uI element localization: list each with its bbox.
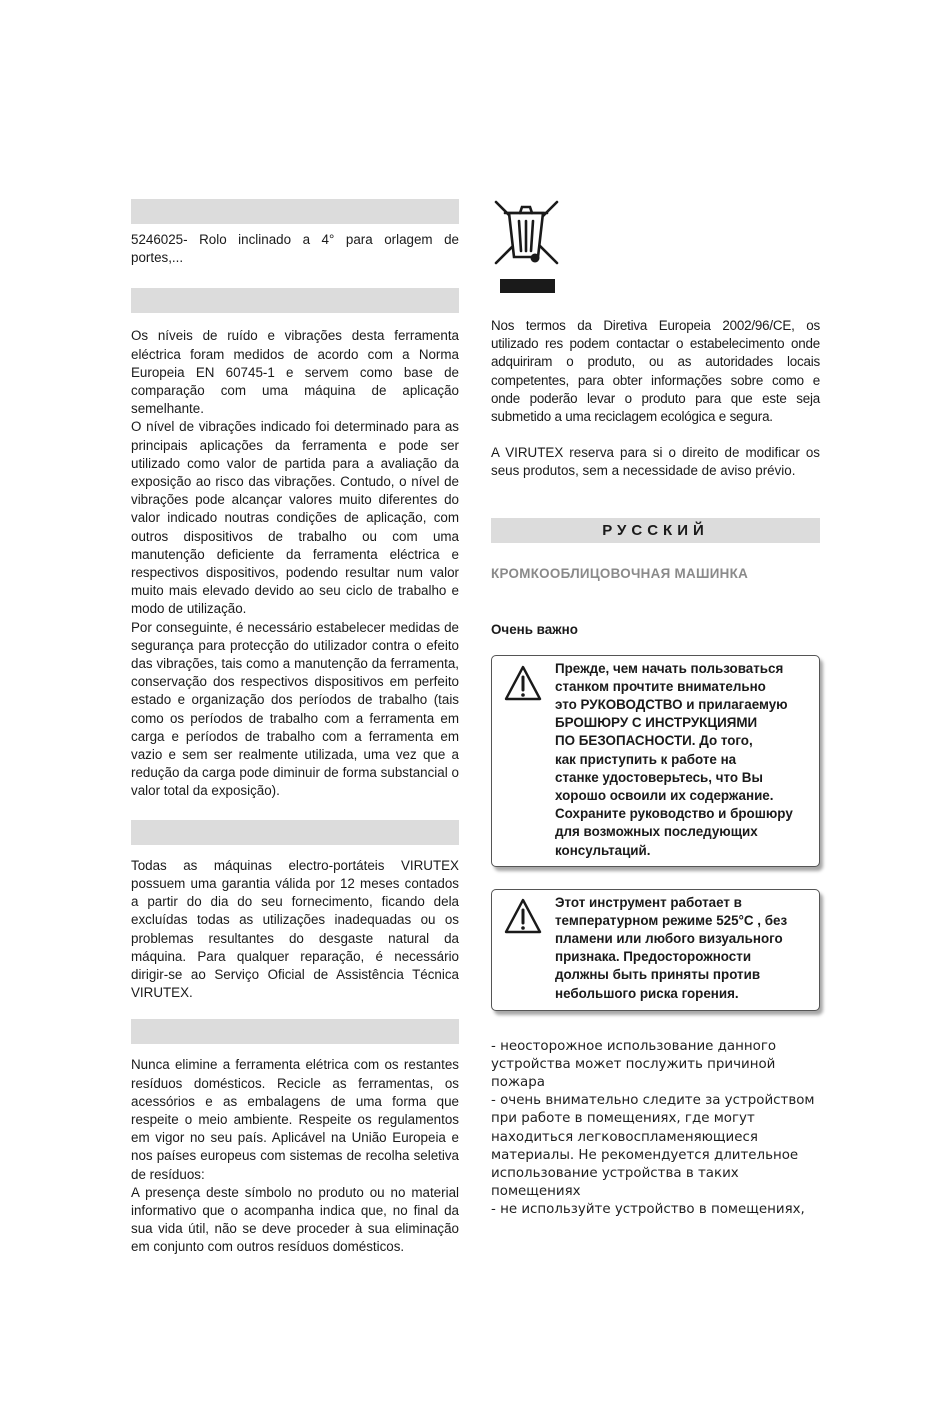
warning-box-instructions xyxy=(491,655,820,867)
warning-1-line: это РУКОВОДСТВО и прилагаемую xyxy=(555,697,788,713)
safety-line: - неосторожное использование данного xyxy=(491,1038,777,1054)
warning-2-line: небольшого риска горения. xyxy=(555,985,739,1001)
safety-line: при работе в помещениях, где могут xyxy=(491,1111,755,1127)
warning-1-line: станке удостоверьтесь, что Вы xyxy=(555,769,763,785)
crossed-out-wheelie-bin-icon xyxy=(491,199,561,295)
safety-line: - не используйте устройство в помещениях, xyxy=(491,1202,805,1218)
warning-2-line: температурном режиме 525°C , без xyxy=(555,912,788,928)
noise-paragraph-3: Por conseguinte, é necessário estabelecer medidas de segurança para protecção do utilizador contra o efeito das vibrações, tais como a manutenção da ferramenta, conservação dos respectivos dispositivos em perfeito estado e organização dos períodos de trabalho (tais como os períodos de trabalho com a ferramenta em carga e períodos de trabalho com a ferramenta em vazio e sem ser realmente utilizada, uma vez que a redução da carga pode diminuir de forma substancial o valor total da exposição). xyxy=(131,619,459,799)
warranty-section-bar xyxy=(131,820,459,845)
machine-title: КРОМКООБЛИЦОВОЧНАЯ МАШИНКА xyxy=(491,565,749,581)
warning-1-line: хорошо освоили их содержание. xyxy=(555,788,774,804)
noise-paragraph-1: Os níveis de ruído e vibrações desta ferramenta eléctrica foram medidos de acordo com a Norma Europeia EN 60745-1 e servem como base de comparação com uma máquina de aplicação semelhante. xyxy=(131,328,459,417)
safety-line: помещениях xyxy=(491,1184,581,1200)
safety-instructions xyxy=(491,1038,820,1220)
warning-2-line: пламени или любого визуального xyxy=(555,931,783,947)
warning-triangle-icon xyxy=(504,665,542,701)
safety-line: материалы. Не рекомендуется длительное xyxy=(491,1147,799,1163)
safety-line: устройства может послужить причиной xyxy=(491,1056,776,1072)
reserve-text: A VIRUTEX reserva para si o direito de modificar os seus produtos, sem a necessidade de aviso prévio. xyxy=(491,445,820,479)
language-section-bar xyxy=(491,518,820,543)
warning-1-line: для возможных последующих xyxy=(555,824,758,840)
safety-line: - очень внимательно следите за устройством xyxy=(491,1093,815,1109)
language-title: РУССКИЙ xyxy=(602,521,709,539)
important-heading: Очень важно xyxy=(491,621,578,637)
safety-line: находиться легковоспламеняющиеся xyxy=(491,1129,758,1145)
warning-1-line: БРОШЮРУ С ИНСТРУКЦИЯМИ xyxy=(555,715,758,731)
noise-paragraph-2: O nível de vibrações indicado foi determinado para as principais aplicações da ferramenta e pode ser utilizado como valor de partida para a avaliação da exposição ao risco das vibrações. Contudo, o nível de vibrações pode alcançar valores muito diferentes do valor indicado noutras condições de aplicação, com outros dispositivos de trabalho ou com uma manutenção deficiente da ferramenta eléctrica e respectivos dispositivos, podendo resultar num valor muito mais elevado devido ao seu ciclo de trabalho e modo de utilização. xyxy=(131,419,459,617)
warning-2-text xyxy=(555,894,787,1003)
right-column xyxy=(491,199,820,1220)
accessories-text: 5246025- Rolo inclinado a 4° para orlagem de portes,... xyxy=(131,232,459,266)
warning-triangle-icon xyxy=(504,898,542,934)
warning-1-line: станком прочтите внимательно xyxy=(555,678,766,694)
accessories-section-bar xyxy=(131,199,459,224)
warning-box-temperature xyxy=(491,889,820,1011)
warning-2-line: должны быть приняты против xyxy=(555,967,761,983)
disposal-paragraph-1: Nunca elimine a ferramenta elétrica com os restantes resíduos domésticos. Recicle as ferramentas, os acessórios e as embalagens de uma forma que respeite o meio ambiente. Respeite os regulamentos em vigor no seu país. Aplicável na União Europeia e nos países europeus com sistemas de recolha seletiva de resíduos: xyxy=(131,1057,459,1182)
noise-section-bar xyxy=(131,288,459,313)
disposal-section-bar xyxy=(131,1019,459,1044)
warning-1-line: Прежде, чем начать пользоваться xyxy=(555,660,784,676)
directive-text: Nos termos da Diretiva Europeia 2002/96/CE, os utilizado res podem contactar o estabelecimento onde adquiriram o produto, ou as autoridades locais competentes, para obter informações sobre como e onde poderão levar o produto para que este seja submetido a uma reciclagem ecológica e segura. xyxy=(491,318,820,425)
noise-section xyxy=(131,327,459,800)
warning-2-line: Этот инструмент работает в xyxy=(555,894,742,910)
warning-1-line: консультаций. xyxy=(555,842,651,858)
left-column xyxy=(131,199,459,1257)
warning-1-line: Сохраните руководство и брошюру xyxy=(555,806,793,822)
warning-1-text xyxy=(555,660,793,860)
warning-1-line: ПО БЕЗОПАСНОСТИ. До того, xyxy=(555,733,753,749)
disposal-section xyxy=(131,1056,459,1256)
disposal-paragraph-2: A presença deste símbolo no produto ou no material informativo que o acompanha indica que, no final da sua vida útil, não se deve proceder à sua eliminação em conjunto com outros resíduos domésticos. xyxy=(131,1184,459,1255)
safety-line: использование устройства в таких xyxy=(491,1166,739,1182)
warning-1-line: как приступить к работе на xyxy=(555,751,737,767)
weee-symbol xyxy=(491,199,820,307)
warranty-text: Todas as máquinas electro-portáteis VIRUTEX possuem uma garantia válida por 12 meses contados a partir do dia do seu fornecimento, ficando dela excluídas todas as utilizações inadequadas ou os problemas resultantes do desgaste natural da máquina. Para qualquer reparação, é necessário dirigir-se ao Serviço Oficial de Assistência Técnica VIRUTEX. xyxy=(131,857,459,1001)
safety-line: пожара xyxy=(491,1075,545,1091)
warning-2-line: признака. Предосторожности xyxy=(555,949,752,965)
